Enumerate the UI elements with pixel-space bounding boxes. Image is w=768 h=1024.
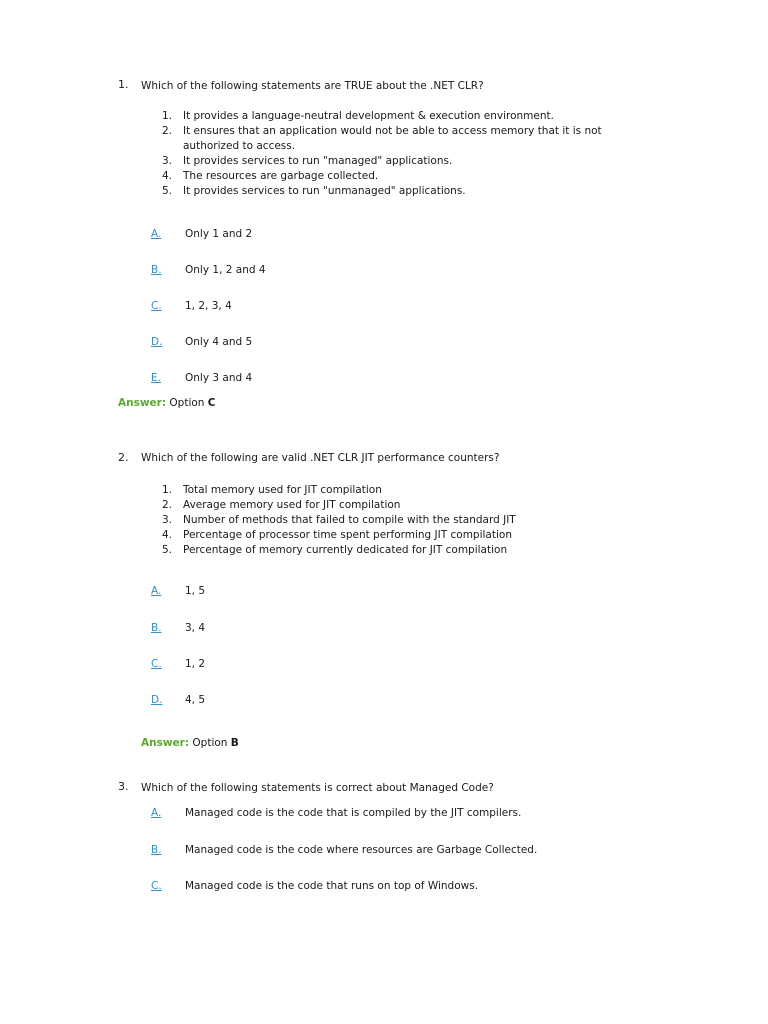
option-text: Managed code is the code where resources are Garbage Collected. xyxy=(185,844,538,856)
option-e-link[interactable]: E. xyxy=(151,372,161,384)
statement-text: The resources are garbage collected. xyxy=(183,170,379,182)
option-text: Only 1, 2 and 4 xyxy=(185,264,266,276)
statement-number: 5. xyxy=(161,544,172,556)
option-text: 3, 4 xyxy=(185,622,206,634)
statement-text: Total memory used for JIT compilation xyxy=(183,484,382,496)
question-text: Which of the following statements are TRUE about the .NET CLR? xyxy=(141,80,484,92)
answer-line xyxy=(118,396,216,411)
statement-text: Average memory used for JIT compilation xyxy=(183,499,401,511)
answer-prefix: Option xyxy=(169,397,205,409)
statement-number: 1. xyxy=(161,110,172,122)
answer-label: Answer: xyxy=(141,737,190,749)
question-number: 2. xyxy=(118,451,129,464)
option-text: 4, 5 xyxy=(185,694,206,706)
statement-text: Percentage of processor time spent performing JIT compilation xyxy=(183,529,512,541)
option-text: Only 4 and 5 xyxy=(185,336,253,348)
statement-number: 2. xyxy=(161,125,172,137)
question-text: Which of the following are valid .NET CLR JIT performance counters? xyxy=(141,452,500,464)
statement-text: It provides services to run "managed" applications. xyxy=(183,155,453,167)
option-text: Only 1 and 2 xyxy=(185,228,253,240)
option-c-link[interactable]: C. xyxy=(151,880,162,892)
statement-text: It provides services to run "unmanaged" applications. xyxy=(183,185,466,197)
question-number: 1. xyxy=(118,78,129,91)
statement-number: 1. xyxy=(161,484,172,496)
option-b-link[interactable]: B. xyxy=(151,844,162,856)
question-number: 3. xyxy=(118,780,129,793)
option-text: 1, 2 xyxy=(185,658,206,670)
statement-text: Percentage of memory currently dedicated for JIT compilation xyxy=(183,544,508,556)
option-d-link[interactable]: D. xyxy=(151,694,163,706)
statement-number: 3. xyxy=(161,514,172,526)
statement-number: 4. xyxy=(161,170,172,182)
statement-number: 4. xyxy=(161,529,172,541)
statement-text: Number of methods that failed to compile with the standard JIT xyxy=(183,514,516,526)
option-a-link[interactable]: A. xyxy=(151,228,162,240)
option-text: Managed code is the code that is compiled by the JIT compilers. xyxy=(185,807,522,819)
option-text: Managed code is the code that runs on top of Windows. xyxy=(185,880,479,892)
question-text: Which of the following statements is correct about Managed Code? xyxy=(141,782,494,794)
option-d-link[interactable]: D. xyxy=(151,336,163,348)
option-a-link[interactable]: A. xyxy=(151,807,162,819)
answer-line xyxy=(141,736,239,751)
option-text: 1, 2, 3, 4 xyxy=(185,300,232,312)
statement-number: 3. xyxy=(161,155,172,167)
statement-text-continued: authorized to access. xyxy=(183,140,296,152)
option-text: 1, 5 xyxy=(185,585,206,597)
answer-option: B xyxy=(230,737,239,749)
answer-label: Answer: xyxy=(118,397,167,409)
statement-number: 2. xyxy=(161,499,172,511)
option-a-link[interactable]: A. xyxy=(151,585,162,597)
statement-text: It provides a language-neutral development & execution environment. xyxy=(183,110,554,122)
option-text: Only 3 and 4 xyxy=(185,372,253,384)
statement-number: 5. xyxy=(161,185,172,197)
answer-prefix: Option xyxy=(192,737,228,749)
option-b-link[interactable]: B. xyxy=(151,264,162,276)
statement-text: It ensures that an application would not be able to access memory that it is not xyxy=(183,125,602,137)
answer-option: C xyxy=(207,397,216,409)
option-c-link[interactable]: C. xyxy=(151,658,162,670)
option-b-link[interactable]: B. xyxy=(151,622,162,634)
option-c-link[interactable]: C. xyxy=(151,300,162,312)
